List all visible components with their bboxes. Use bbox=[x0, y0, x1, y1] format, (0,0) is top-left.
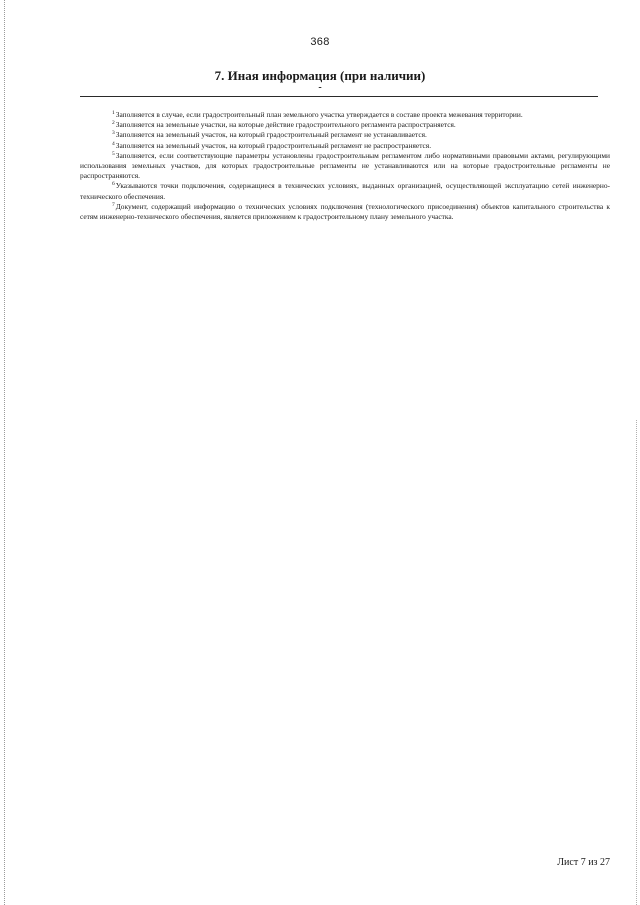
footnote bbox=[80, 151, 610, 182]
footnote-text: Заполняется, если соответствующие параметры установлены градостроительным регламентом либо нормативными правовыми актами, регулирующими использования земельных участков, для которых градостроительные регламенты не устанавливаются или на которые градостроительные регламенты не распространяются. bbox=[80, 150, 610, 181]
footnote bbox=[80, 120, 610, 130]
scan-edge-right bbox=[636, 420, 637, 905]
section-title: 7. Иная информация (при наличии) bbox=[214, 68, 426, 83]
section-divider bbox=[80, 96, 598, 97]
footnote-mark: 6 bbox=[112, 181, 115, 188]
footnote bbox=[80, 141, 610, 151]
footnote bbox=[80, 110, 610, 120]
footnote-mark: 2 bbox=[112, 120, 115, 127]
footnote-mark: 5 bbox=[112, 150, 115, 157]
footnote-text: Заполняется на земельный участок, на который градостроительный регламент не устанавливается. bbox=[115, 130, 427, 140]
footnote-text: Указываются точки подключения, содержащиеся в технических условиях, выданных организацией, осуществляющей эксплуатацию сетей инженерно-технического обеспечения. bbox=[80, 181, 610, 201]
footnote-mark: 4 bbox=[112, 140, 115, 147]
footnotes bbox=[80, 110, 610, 222]
section-value: - bbox=[318, 82, 322, 93]
footnote-mark: 3 bbox=[112, 130, 115, 137]
footnote-mark: 7 bbox=[112, 201, 115, 208]
footnote-text: Заполняется на земельные участки, на которые действие градостроительного регламента распространяется. bbox=[115, 120, 456, 130]
sheet-counter: Лист 7 из 27 bbox=[557, 857, 610, 868]
footnote-text: Заполняется на земельный участок, на который градостроительный регламент не распространяется. bbox=[115, 140, 432, 150]
footnote bbox=[80, 130, 610, 140]
footnote-text: Заполняется в случае, если градостроительный план земельного участка утверждается в составе проекта межевания территории. bbox=[115, 110, 523, 119]
footnote-text: Документ, содержащий информацию о технических условиях подключения (технологического присоединения) объектов капитального строительства к сетям инженерно-технического обеспечения, является приложением к градостроительному плану земельного участка. bbox=[80, 201, 610, 222]
footnote bbox=[80, 181, 610, 201]
scan-edge-left bbox=[4, 0, 5, 905]
footnote bbox=[80, 202, 610, 222]
footnote-mark: 1 bbox=[112, 110, 115, 116]
page-number: 368 bbox=[310, 36, 330, 48]
